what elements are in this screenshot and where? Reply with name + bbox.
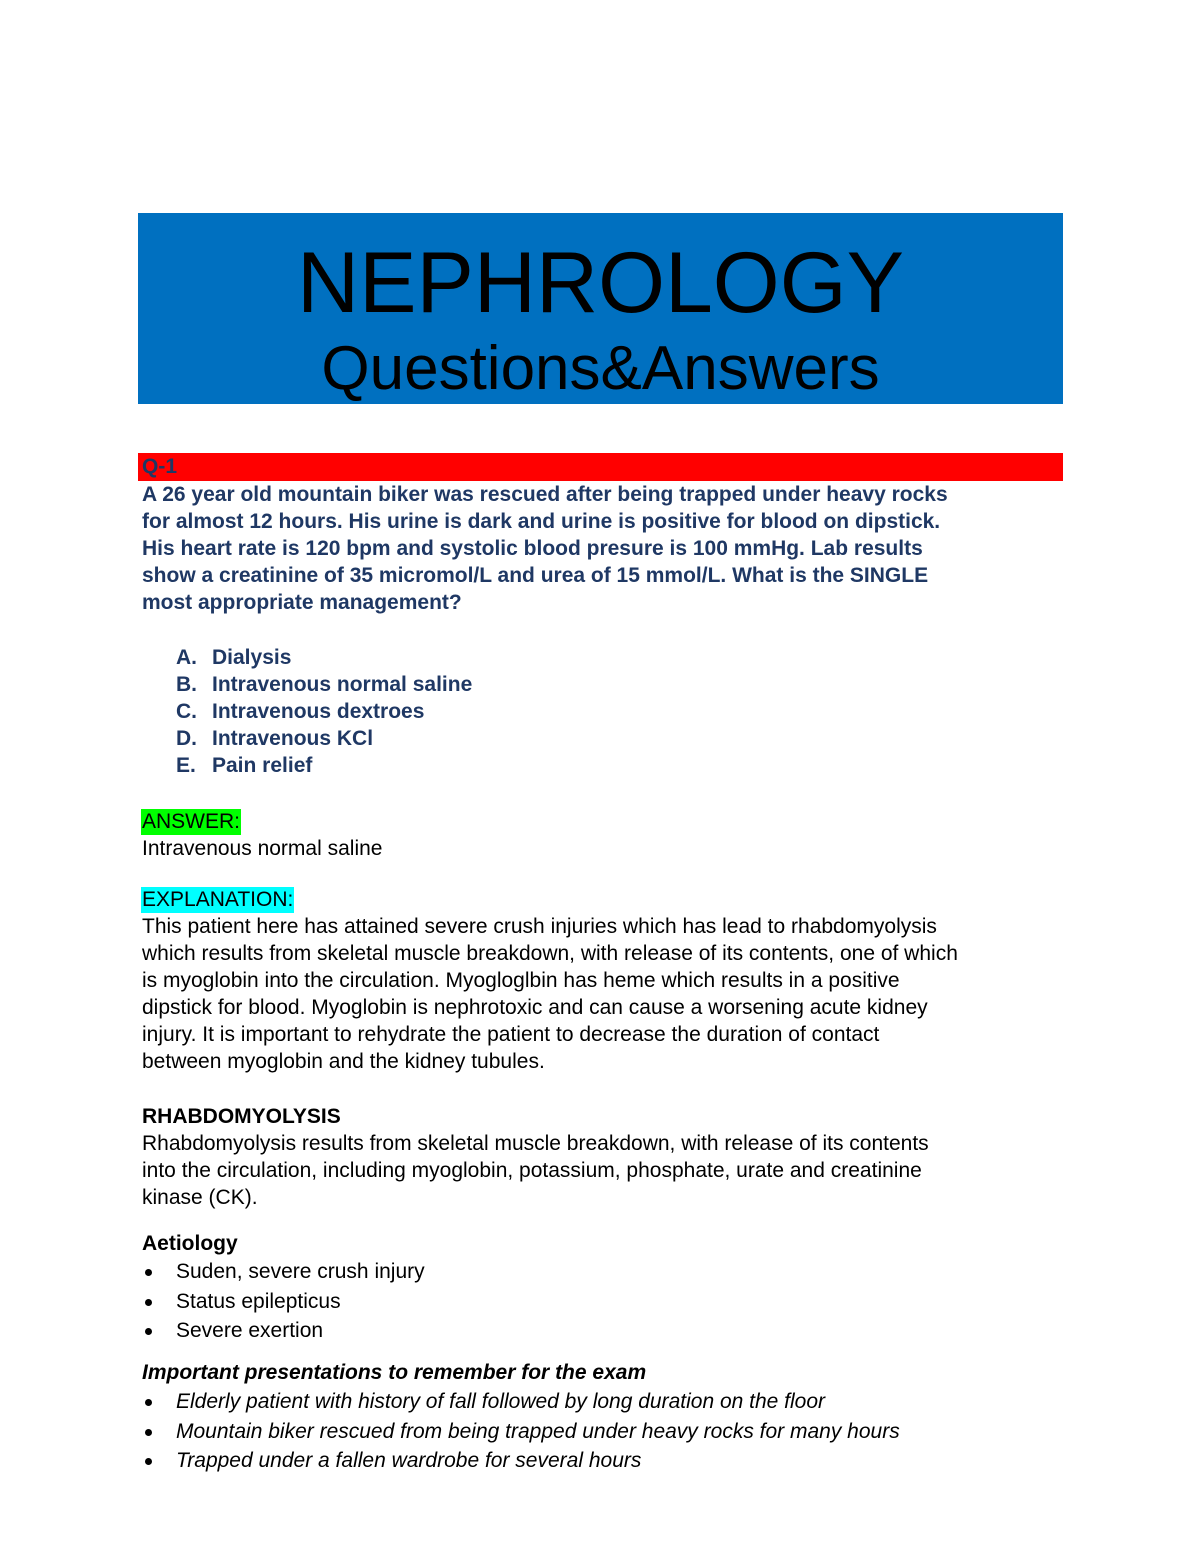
option-text: Dialysis (212, 646, 292, 669)
option-letter: B. (176, 673, 197, 696)
question-line: most appropriate management? (142, 591, 462, 614)
option-text: Intravenous dextroes (212, 700, 425, 723)
option-c (176, 698, 472, 725)
question-label: Q-1 (142, 455, 178, 478)
option-letter: E. (176, 754, 196, 777)
explanation-line: This patient here has attained severe crush injuries which has lead to rhabdomyolysis (142, 915, 937, 938)
answer-label: ANSWER: (142, 810, 241, 833)
explanation-text (142, 913, 1082, 1075)
list-item-text: Severe exertion (176, 1319, 324, 1342)
question-line: A 26 year old mountain biker was rescued after being trapped under heavy rocks (142, 483, 948, 506)
page-title: NEPHROLOGY (297, 235, 904, 331)
bullet-icon (145, 1429, 152, 1436)
explanation-label: EXPLANATION: (142, 888, 294, 911)
explanation-line: which results from skeletal muscle breakdown, with release of its contents, one of which (142, 942, 958, 965)
list-item-text: Trapped under a fallen wardrobe for several hours (176, 1449, 642, 1472)
rhabdo-line: Rhabdomyolysis results from skeletal muscle breakdown, with release of its contents (142, 1132, 929, 1155)
list-item (140, 1387, 900, 1417)
answer-line: Intravenous normal saline (142, 837, 383, 860)
bullet-icon (145, 1399, 152, 1406)
explanation-line: injury. It is important to rehydrate the patient to decrease the duration of contact (142, 1023, 880, 1046)
bullet-icon (145, 1299, 152, 1306)
rhabdo-text (142, 1130, 1082, 1211)
option-text: Pain relief (212, 754, 313, 777)
bullet-icon (145, 1328, 152, 1335)
presentations-heading: Important presentations to remember for the exam (142, 1361, 647, 1384)
option-letter: D. (176, 727, 197, 750)
list-item (140, 1446, 900, 1476)
option-b (176, 671, 472, 698)
option-e (176, 752, 472, 779)
list-item (140, 1257, 425, 1287)
question-line: show a creatinine of 35 micromol/L and urea of 15 mmol/L. What is the SINGLE (142, 564, 929, 587)
aetiology-heading: Aetiology (142, 1232, 238, 1255)
bullet-icon (145, 1458, 152, 1465)
option-text: Intravenous normal saline (212, 673, 473, 696)
page-subtitle: Questions&Answers (321, 334, 880, 403)
option-letter: C. (176, 700, 197, 723)
list-item-text: Mountain biker rescued from being trapped under heavy rocks for many hours (176, 1419, 900, 1443)
explanation-line: is myoglobin into the circulation. Myogloglbin has heme which results in a positive (142, 969, 900, 992)
list-item (140, 1316, 425, 1346)
aetiology-list (140, 1257, 425, 1346)
option-a (176, 644, 472, 671)
list-item-text: Status epilepticus (176, 1289, 341, 1313)
answer-options (176, 644, 472, 779)
question-line: for almost 12 hours. His urine is dark and urine is positive for blood on dipstick. (142, 510, 941, 533)
list-item-text: Suden, severe crush injury (176, 1260, 425, 1283)
explanation-line: dipstick for blood. Myoglobin is nephrotoxic and can cause a worsening acute kidney (142, 996, 928, 1019)
option-text: Intravenous KCl (212, 727, 374, 750)
rhabdo-heading: RHABDOMYOLYSIS (142, 1105, 341, 1128)
question-line: His heart rate is 120 bpm and systolic blood presure is 100 mmHg. Lab results (142, 537, 923, 560)
list-item (140, 1287, 425, 1317)
rhabdo-line: kinase (CK). (142, 1186, 258, 1209)
option-d (176, 725, 472, 752)
answer-text (142, 835, 1082, 862)
list-item-text: Elderly patient with history of fall followed by long duration on the floor (176, 1390, 826, 1413)
question-text (142, 481, 1072, 616)
option-letter: A. (176, 646, 197, 669)
presentations-list (140, 1387, 900, 1476)
bullet-icon (145, 1269, 152, 1276)
title-banner (138, 213, 1063, 404)
explanation-line: between myoglobin and the kidney tubules. (142, 1050, 545, 1073)
rhabdo-line: into the circulation, including myoglobin, potassium, phosphate, urate and creatinine (142, 1159, 922, 1182)
question-label-bar (138, 453, 1063, 481)
list-item (140, 1417, 900, 1447)
